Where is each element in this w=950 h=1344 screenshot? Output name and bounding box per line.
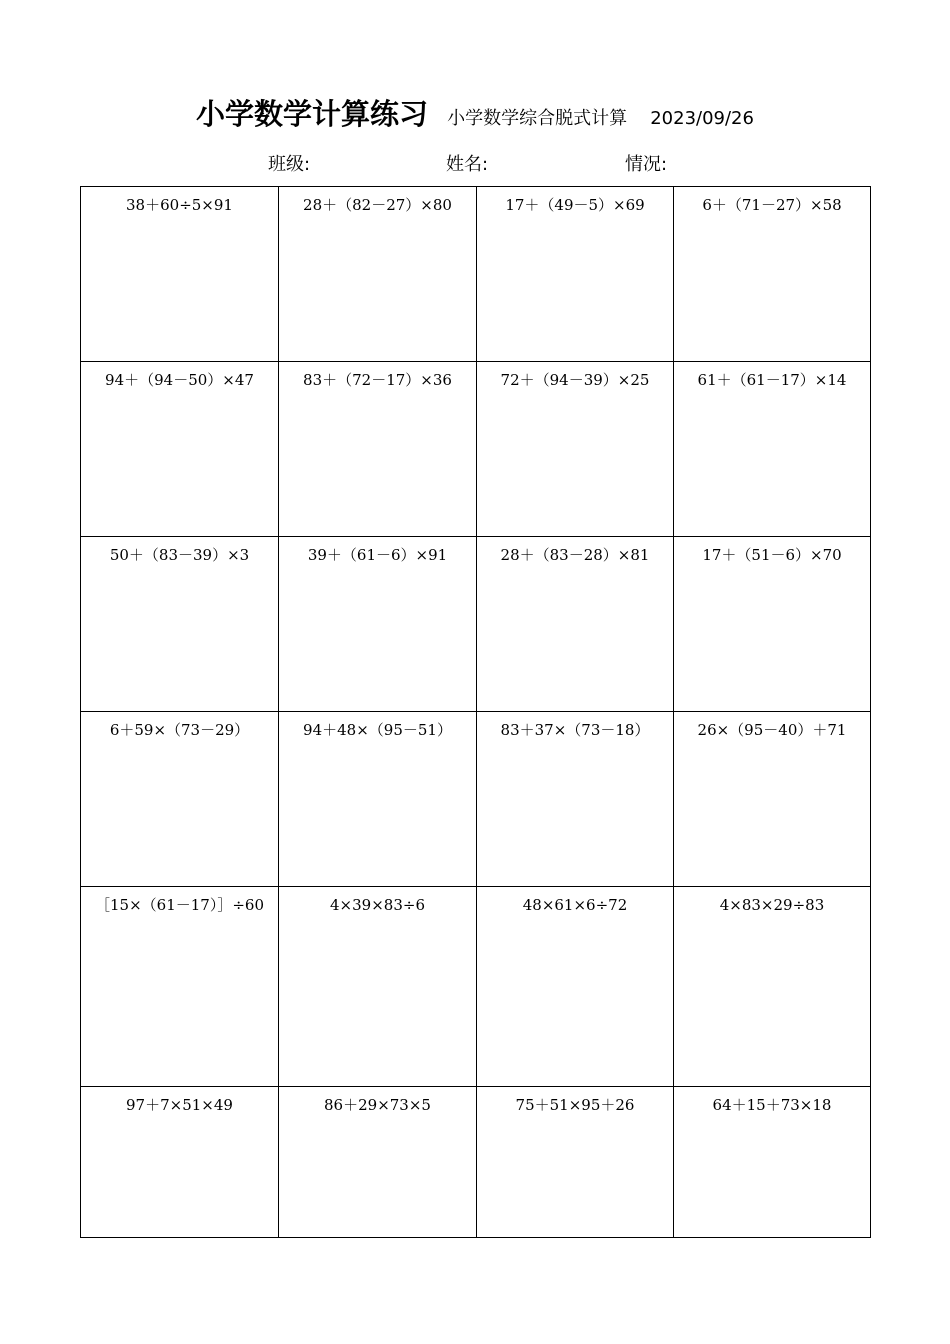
- worksheet-title: 小学数学计算练习: [196, 97, 429, 131]
- problem-cell: 28＋（83－28）×81: [477, 537, 674, 712]
- student-info-row: [0, 150, 950, 176]
- problem-cell: 97＋7×51×49: [81, 1087, 279, 1238]
- problem-cell: 6＋59×（73－29）: [81, 712, 279, 887]
- worksheet-header: [0, 92, 950, 133]
- problem-cell: 4×83×29÷83: [674, 887, 871, 1087]
- status-label: 情况:: [625, 154, 668, 175]
- problem-cell: ［15×（61－17）］÷60: [81, 887, 279, 1087]
- worksheet-subtitle: 小学数学综合脱式计算: [447, 108, 628, 129]
- problem-cell: 94＋48×（95－51）: [279, 712, 477, 887]
- problem-cell: 17＋（49－5）×69: [477, 187, 674, 362]
- problem-cell: 39＋（61－6）×91: [279, 537, 477, 712]
- problem-row: [81, 537, 871, 712]
- problem-cell: 83＋（72－17）×36: [279, 362, 477, 537]
- problem-cell: 26×（95－40）＋71: [674, 712, 871, 887]
- problem-cell: 6＋（71－27）×58: [674, 187, 871, 362]
- problem-cell: 83＋37×（73－18）: [477, 712, 674, 887]
- problem-cell: 48×61×6÷72: [477, 887, 674, 1087]
- problem-cell: 38＋60÷5×91: [81, 187, 279, 362]
- problem-cell: 4×39×83÷6: [279, 887, 477, 1087]
- problem-cell: 94＋（94－50）×47: [81, 362, 279, 537]
- problem-row: [81, 712, 871, 887]
- problem-row: [81, 187, 871, 362]
- problem-row: [81, 887, 871, 1087]
- problem-cell: 64＋15＋73×18: [674, 1087, 871, 1238]
- problem-cell: 28＋（82－27）×80: [279, 187, 477, 362]
- problem-cell: 86＋29×73×5: [279, 1087, 477, 1238]
- problem-row: [81, 1087, 871, 1238]
- problem-cell: 17＋（51－6）×70: [674, 537, 871, 712]
- worksheet-date: 2023/09/26: [650, 108, 754, 129]
- problem-grid: [80, 186, 871, 1238]
- problem-cell: 61＋（61－17）×14: [674, 362, 871, 537]
- problem-cell: 50＋（83－39）×3: [81, 537, 279, 712]
- class-label: 班级:: [268, 154, 311, 175]
- name-label: 姓名:: [446, 154, 489, 175]
- problem-row: [81, 362, 871, 537]
- problem-cell: 72＋（94－39）×25: [477, 362, 674, 537]
- problem-cell: 75＋51×95＋26: [477, 1087, 674, 1238]
